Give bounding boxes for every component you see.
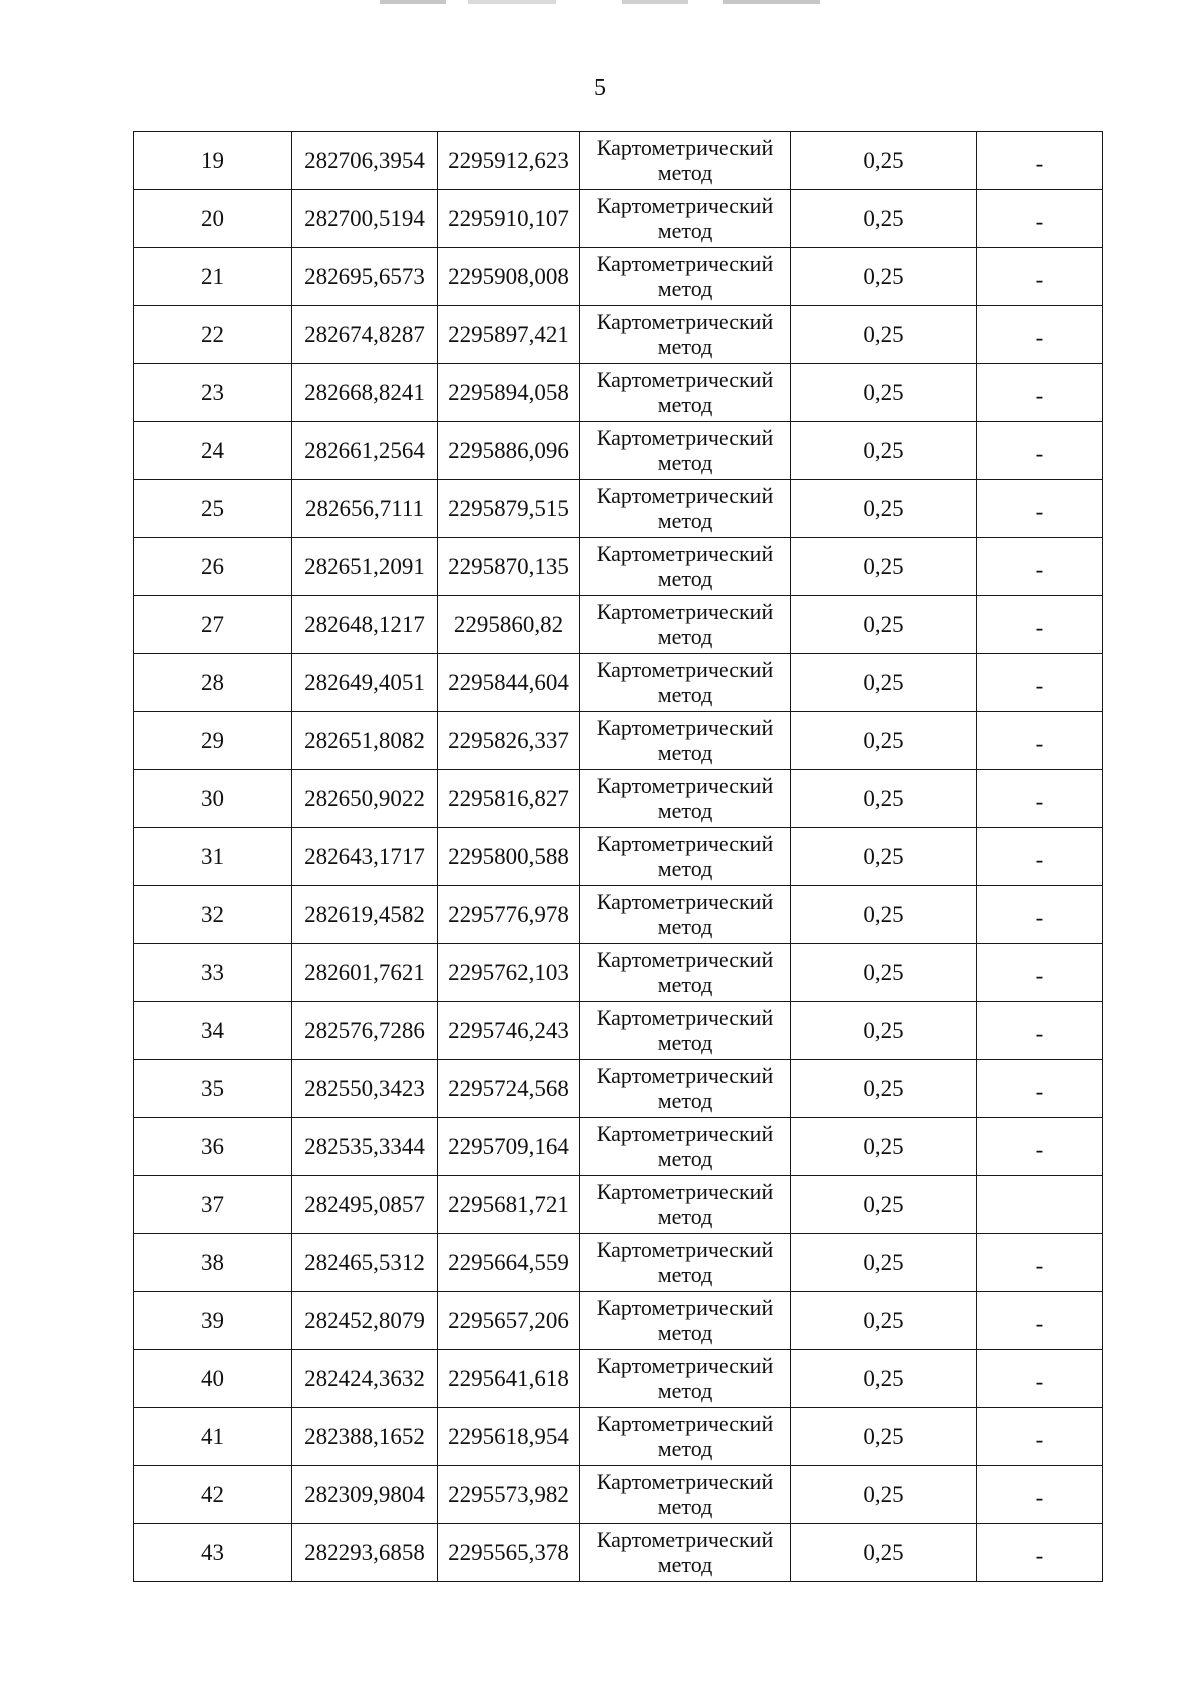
- point-number-cell: 23: [134, 364, 292, 422]
- note-value: -: [1035, 1426, 1044, 1452]
- method-line-1: Картометрический: [596, 250, 774, 276]
- accuracy-cell: 0,25: [791, 1176, 977, 1234]
- method-line-1: Картометрический: [596, 1004, 774, 1030]
- method-cell: [580, 1118, 791, 1176]
- x-coordinate-cell: 282495,0857: [292, 1176, 438, 1234]
- note-cell: [977, 1350, 1103, 1408]
- point-number-cell: 24: [134, 422, 292, 480]
- y-coordinate-cell: 2295618,954: [438, 1408, 580, 1466]
- accuracy-cell: 0,25: [791, 132, 977, 190]
- y-coordinate-cell: 2295681,721: [438, 1176, 580, 1234]
- x-coordinate-cell: 282452,8079: [292, 1292, 438, 1350]
- x-coordinate-cell: 282465,5312: [292, 1234, 438, 1292]
- method-line-1: Картометрический: [596, 134, 774, 160]
- note-cell: [977, 1060, 1103, 1118]
- y-coordinate-cell: 2295879,515: [438, 480, 580, 538]
- point-number-cell: 21: [134, 248, 292, 306]
- point-number-cell: 28: [134, 654, 292, 712]
- method-cell: [580, 306, 791, 364]
- accuracy-cell: 0,25: [791, 1350, 977, 1408]
- x-coordinate-cell: 282656,7111: [292, 480, 438, 538]
- point-number-cell: 40: [134, 1350, 292, 1408]
- method-cell: [580, 770, 791, 828]
- y-coordinate-cell: 2295573,982: [438, 1466, 580, 1524]
- method-line-1: Картометрический: [596, 656, 774, 682]
- y-coordinate-cell: 2295776,978: [438, 886, 580, 944]
- x-coordinate-cell: 282648,1217: [292, 596, 438, 654]
- x-coordinate-cell: 282650,9022: [292, 770, 438, 828]
- y-coordinate-cell: 2295844,604: [438, 654, 580, 712]
- method-line-1: Картометрический: [596, 1120, 774, 1146]
- method-line-2: метод: [657, 739, 713, 765]
- x-coordinate-cell: 282649,4051: [292, 654, 438, 712]
- y-coordinate-cell: 2295746,243: [438, 1002, 580, 1060]
- method-cell: [580, 248, 791, 306]
- method-line-1: Картометрический: [596, 1526, 774, 1552]
- note-value: -: [1035, 1310, 1044, 1336]
- method-line-2: метод: [657, 1377, 713, 1403]
- y-coordinate-cell: 2295816,827: [438, 770, 580, 828]
- method-cell: [580, 1060, 791, 1118]
- method-line-2: метод: [657, 275, 713, 301]
- accuracy-cell: 0,25: [791, 422, 977, 480]
- method-cell: [580, 132, 791, 190]
- method-line-2: метод: [657, 507, 713, 533]
- note-cell: [977, 1466, 1103, 1524]
- method-line-2: метод: [657, 449, 713, 475]
- method-cell: [580, 1234, 791, 1292]
- method-line-1: Картометрический: [596, 540, 774, 566]
- coordinates-table-body: [134, 132, 1103, 1582]
- note-value: -: [1035, 266, 1044, 292]
- page-number: 5: [594, 75, 606, 101]
- method-line-1: Картометрический: [596, 1468, 774, 1494]
- method-line-1: Картометрический: [596, 1410, 774, 1436]
- note-cell: [977, 248, 1103, 306]
- accuracy-cell: 0,25: [791, 190, 977, 248]
- point-number-cell: 27: [134, 596, 292, 654]
- y-coordinate-cell: 2295870,135: [438, 538, 580, 596]
- accuracy-cell: 0,25: [791, 654, 977, 712]
- x-coordinate-cell: 282601,7621: [292, 944, 438, 1002]
- table-row: [134, 1118, 1103, 1176]
- method-line-2: метод: [657, 159, 713, 185]
- x-coordinate-cell: 282550,3423: [292, 1060, 438, 1118]
- method-cell: [580, 886, 791, 944]
- note-cell: [977, 538, 1103, 596]
- method-line-1: Картометрический: [596, 714, 774, 740]
- table-row: [134, 480, 1103, 538]
- y-coordinate-cell: 2295664,559: [438, 1234, 580, 1292]
- method-line-2: метод: [657, 855, 713, 881]
- method-cell: [580, 944, 791, 1002]
- y-coordinate-cell: 2295910,107: [438, 190, 580, 248]
- method-line-1: Картометрический: [596, 888, 774, 914]
- note-value: -: [1035, 1020, 1044, 1046]
- accuracy-cell: 0,25: [791, 712, 977, 770]
- point-number-cell: 41: [134, 1408, 292, 1466]
- point-number-cell: 38: [134, 1234, 292, 1292]
- note-cell: [977, 596, 1103, 654]
- note-value: -: [1035, 614, 1044, 640]
- note-value: -: [1035, 962, 1044, 988]
- method-line-1: Картометрический: [596, 192, 774, 218]
- x-coordinate-cell: 282661,2564: [292, 422, 438, 480]
- point-number-cell: 20: [134, 190, 292, 248]
- y-coordinate-cell: 2295641,618: [438, 1350, 580, 1408]
- point-number-cell: 31: [134, 828, 292, 886]
- method-line-2: метод: [657, 217, 713, 243]
- table-row: [134, 654, 1103, 712]
- note-cell: [977, 1234, 1103, 1292]
- method-line-1: Картометрический: [596, 1236, 774, 1262]
- point-number-cell: 25: [134, 480, 292, 538]
- table-row: [134, 1466, 1103, 1524]
- table-row: [134, 828, 1103, 886]
- accuracy-cell: 0,25: [791, 1234, 977, 1292]
- table-row: [134, 364, 1103, 422]
- point-number-cell: 19: [134, 132, 292, 190]
- point-number-cell: 30: [134, 770, 292, 828]
- point-number-cell: 35: [134, 1060, 292, 1118]
- method-cell: [580, 1176, 791, 1234]
- note-value: -: [1035, 788, 1044, 814]
- table-row: [134, 1176, 1103, 1234]
- accuracy-cell: 0,25: [791, 1118, 977, 1176]
- method-line-2: метод: [657, 1145, 713, 1171]
- method-line-2: метод: [657, 1087, 713, 1113]
- note-value: -: [1035, 382, 1044, 408]
- method-line-1: Картометрический: [596, 598, 774, 624]
- point-number-cell: 36: [134, 1118, 292, 1176]
- accuracy-cell: 0,25: [791, 364, 977, 422]
- note-cell: [977, 712, 1103, 770]
- note-cell: [977, 1118, 1103, 1176]
- method-cell: [580, 1524, 791, 1582]
- method-cell: [580, 1466, 791, 1524]
- note-cell: [977, 654, 1103, 712]
- method-line-1: Картометрический: [596, 308, 774, 334]
- method-cell: [580, 422, 791, 480]
- table-row: [134, 190, 1103, 248]
- method-line-2: метод: [657, 333, 713, 359]
- note-value: -: [1035, 1136, 1044, 1162]
- y-coordinate-cell: 2295709,164: [438, 1118, 580, 1176]
- method-line-2: метод: [657, 971, 713, 997]
- note-value: -: [1035, 730, 1044, 756]
- method-cell: [580, 828, 791, 886]
- point-number-cell: 42: [134, 1466, 292, 1524]
- accuracy-cell: 0,25: [791, 248, 977, 306]
- note-value: -: [1035, 208, 1044, 234]
- table-row: [134, 1350, 1103, 1408]
- table-row: [134, 944, 1103, 1002]
- note-value: -: [1035, 556, 1044, 582]
- note-cell: [977, 422, 1103, 480]
- note-value: -: [1035, 904, 1044, 930]
- x-coordinate-cell: 282651,8082: [292, 712, 438, 770]
- x-coordinate-cell: 282309,9804: [292, 1466, 438, 1524]
- method-cell: [580, 1350, 791, 1408]
- y-coordinate-cell: 2295860,82: [438, 596, 580, 654]
- table-row: [134, 248, 1103, 306]
- point-number-cell: 29: [134, 712, 292, 770]
- point-number-cell: 22: [134, 306, 292, 364]
- note-cell: [977, 132, 1103, 190]
- table-row: [134, 886, 1103, 944]
- point-number-cell: 26: [134, 538, 292, 596]
- table-row: [134, 538, 1103, 596]
- y-coordinate-cell: 2295912,623: [438, 132, 580, 190]
- note-cell: [977, 944, 1103, 1002]
- accuracy-cell: 0,25: [791, 538, 977, 596]
- note-value: -: [1035, 1484, 1044, 1510]
- x-coordinate-cell: 282651,2091: [292, 538, 438, 596]
- method-cell: [580, 538, 791, 596]
- method-line-2: метод: [657, 391, 713, 417]
- x-coordinate-cell: 282668,8241: [292, 364, 438, 422]
- method-cell: [580, 190, 791, 248]
- method-cell: [580, 1292, 791, 1350]
- method-line-1: Картометрический: [596, 946, 774, 972]
- accuracy-cell: 0,25: [791, 1408, 977, 1466]
- point-number-cell: 34: [134, 1002, 292, 1060]
- x-coordinate-cell: 282674,8287: [292, 306, 438, 364]
- y-coordinate-cell: 2295897,421: [438, 306, 580, 364]
- table-row: [134, 1408, 1103, 1466]
- y-coordinate-cell: 2295800,588: [438, 828, 580, 886]
- accuracy-cell: 0,25: [791, 828, 977, 886]
- x-coordinate-cell: 282619,4582: [292, 886, 438, 944]
- table-row: [134, 422, 1103, 480]
- method-line-2: метод: [657, 1551, 713, 1577]
- x-coordinate-cell: 282700,5194: [292, 190, 438, 248]
- x-coordinate-cell: 282695,6573: [292, 248, 438, 306]
- table-row: [134, 1060, 1103, 1118]
- coordinates-table: [133, 131, 1103, 1582]
- method-line-1: Картометрический: [596, 366, 774, 392]
- x-coordinate-cell: 282388,1652: [292, 1408, 438, 1466]
- method-line-2: метод: [657, 1435, 713, 1461]
- method-line-2: метод: [657, 1029, 713, 1055]
- accuracy-cell: 0,25: [791, 1060, 977, 1118]
- note-value: -: [1035, 846, 1044, 872]
- x-coordinate-cell: 282535,3344: [292, 1118, 438, 1176]
- table-row: [134, 712, 1103, 770]
- accuracy-cell: 0,25: [791, 1002, 977, 1060]
- note-cell: [977, 828, 1103, 886]
- method-line-2: метод: [657, 623, 713, 649]
- method-line-1: Картометрический: [596, 1294, 774, 1320]
- method-cell: [580, 1408, 791, 1466]
- x-coordinate-cell: 282293,6858: [292, 1524, 438, 1582]
- method-cell: [580, 654, 791, 712]
- note-cell: [977, 1524, 1103, 1582]
- method-cell: [580, 596, 791, 654]
- note-cell: [977, 1292, 1103, 1350]
- method-line-1: Картометрический: [596, 830, 774, 856]
- note-value: -: [1035, 1252, 1044, 1278]
- note-value: -: [1035, 324, 1044, 350]
- method-line-1: Картометрический: [596, 1062, 774, 1088]
- y-coordinate-cell: 2295908,008: [438, 248, 580, 306]
- note-cell: [977, 480, 1103, 538]
- point-number-cell: 32: [134, 886, 292, 944]
- method-line-2: метод: [657, 565, 713, 591]
- method-line-2: метод: [657, 1319, 713, 1345]
- y-coordinate-cell: 2295657,206: [438, 1292, 580, 1350]
- y-coordinate-cell: 2295762,103: [438, 944, 580, 1002]
- note-value: -: [1035, 1368, 1044, 1394]
- point-number-cell: 43: [134, 1524, 292, 1582]
- note-cell: [977, 1408, 1103, 1466]
- accuracy-cell: 0,25: [791, 886, 977, 944]
- y-coordinate-cell: 2295826,337: [438, 712, 580, 770]
- table-row: [134, 596, 1103, 654]
- accuracy-cell: 0,25: [791, 1524, 977, 1582]
- note-cell: [977, 886, 1103, 944]
- y-coordinate-cell: 2295894,058: [438, 364, 580, 422]
- method-line-2: метод: [657, 1493, 713, 1519]
- x-coordinate-cell: 282706,3954: [292, 132, 438, 190]
- x-coordinate-cell: 282643,1717: [292, 828, 438, 886]
- table-row: [134, 306, 1103, 364]
- table-row: [134, 1002, 1103, 1060]
- accuracy-cell: 0,25: [791, 944, 977, 1002]
- x-coordinate-cell: 282576,7286: [292, 1002, 438, 1060]
- note-value: -: [1035, 498, 1044, 524]
- accuracy-cell: 0,25: [791, 596, 977, 654]
- method-line-1: Картометрический: [596, 1178, 774, 1204]
- point-number-cell: 33: [134, 944, 292, 1002]
- table-row: [134, 132, 1103, 190]
- y-coordinate-cell: 2295724,568: [438, 1060, 580, 1118]
- method-cell: [580, 1002, 791, 1060]
- note-cell: [977, 306, 1103, 364]
- method-cell: [580, 712, 791, 770]
- table-row: [134, 1234, 1103, 1292]
- method-line-1: Картометрический: [596, 482, 774, 508]
- note-cell: [977, 190, 1103, 248]
- scan-artifact: [380, 0, 820, 4]
- accuracy-cell: 0,25: [791, 770, 977, 828]
- method-line-1: Картометрический: [596, 772, 774, 798]
- note-cell: [977, 1002, 1103, 1060]
- method-cell: [580, 364, 791, 422]
- method-line-1: Картометрический: [596, 1352, 774, 1378]
- note-value: -: [1035, 150, 1044, 176]
- accuracy-cell: 0,25: [791, 1466, 977, 1524]
- table-row: [134, 770, 1103, 828]
- accuracy-cell: 0,25: [791, 306, 977, 364]
- note-cell: [977, 1176, 1103, 1234]
- x-coordinate-cell: 282424,3632: [292, 1350, 438, 1408]
- table-row: [134, 1292, 1103, 1350]
- table-row: [134, 1524, 1103, 1582]
- method-line-2: метод: [657, 681, 713, 707]
- y-coordinate-cell: 2295565,378: [438, 1524, 580, 1582]
- y-coordinate-cell: 2295886,096: [438, 422, 580, 480]
- method-line-2: метод: [657, 1203, 713, 1229]
- method-line-2: метод: [657, 1261, 713, 1287]
- note-cell: [977, 364, 1103, 422]
- method-line-1: Картометрический: [596, 424, 774, 450]
- method-line-2: метод: [657, 797, 713, 823]
- accuracy-cell: 0,25: [791, 1292, 977, 1350]
- note-value: -: [1035, 672, 1044, 698]
- accuracy-cell: 0,25: [791, 480, 977, 538]
- note-value: -: [1035, 1078, 1044, 1104]
- note-cell: [977, 770, 1103, 828]
- point-number-cell: 37: [134, 1176, 292, 1234]
- method-line-2: метод: [657, 913, 713, 939]
- method-cell: [580, 480, 791, 538]
- note-value: -: [1035, 440, 1044, 466]
- point-number-cell: 39: [134, 1292, 292, 1350]
- note-value: -: [1035, 1542, 1044, 1568]
